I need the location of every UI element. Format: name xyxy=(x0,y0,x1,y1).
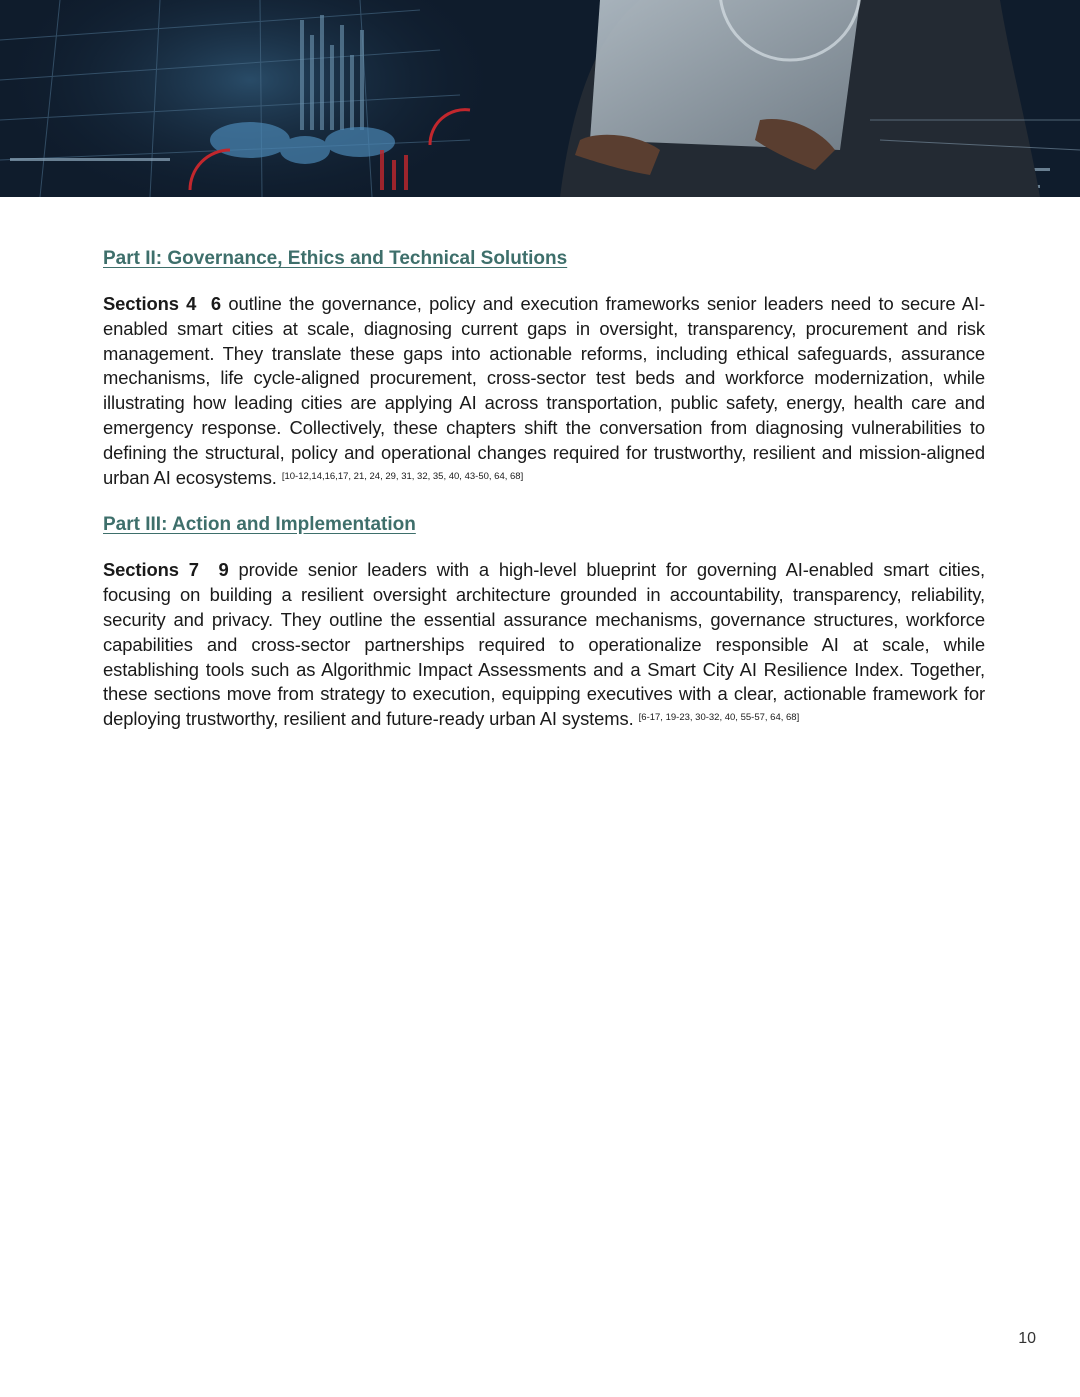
part-3-lead: Sections 7 9 xyxy=(103,559,229,581)
part-2-body: outline the governance, policy and execution frameworks senior leaders need to secure AI-enabled smart cities at scale, diagnosing current gaps in oversight, transparency, procurement and risk management. They translate these gaps into actionable reforms, including ethical safeguards, assurance mechanisms, life cycle-aligned procurement, cross-sector test beds and workforce modernization, while illustrating how leading cities are applying AI across transportation, public safety, energy, health care and emergency response. Collectively, these chapters shift the conversation from diagnosing vulnerabilities to defining the structural, policy and operational changes required for trustworthy, resilient and mission-aligned urban AI ecosystems. xyxy=(103,293,985,488)
page-number: 10 xyxy=(1018,1330,1036,1347)
part-2-paragraph xyxy=(103,292,985,490)
header-banner-image xyxy=(0,0,1080,197)
part-3-heading: Part III: Action and Implementation xyxy=(103,514,416,536)
part-3-body: provide senior leaders with a high-level blueprint for governing AI-enabled smart cities, focusing on building a resilient oversight architecture grounded in accountability, transparency, reliability, security and privacy. They outline the essential assurance mechanisms, governance structures, workforce capabilities and cross-sector partnerships required to operationalize responsible AI at scale, while establishing tools such as Algorithmic Impact Assessments and a Smart City AI Resilience Index. Together, these sections move from strategy to execution, equipping executives with a clear, actionable framework for deploying trustworthy, resilient and future-ready urban AI systems. xyxy=(103,559,985,730)
digital-city-data-banner-image xyxy=(0,0,1080,197)
part-2-heading: Part II: Governance, Ethics and Technical Solutions xyxy=(103,248,568,269)
part-2-references: [10-12,14,16,17, 21, 24, 29, 31, 32, 35, 40, 43-50, 64, 68] xyxy=(281,470,524,482)
main-content xyxy=(103,246,985,732)
part-3-paragraph xyxy=(103,558,985,732)
part-3-references: [6-17, 19-23, 30-32, 40, 55-57, 64, 68] xyxy=(638,712,800,724)
part-2-lead: Sections 4 6 xyxy=(103,293,222,314)
